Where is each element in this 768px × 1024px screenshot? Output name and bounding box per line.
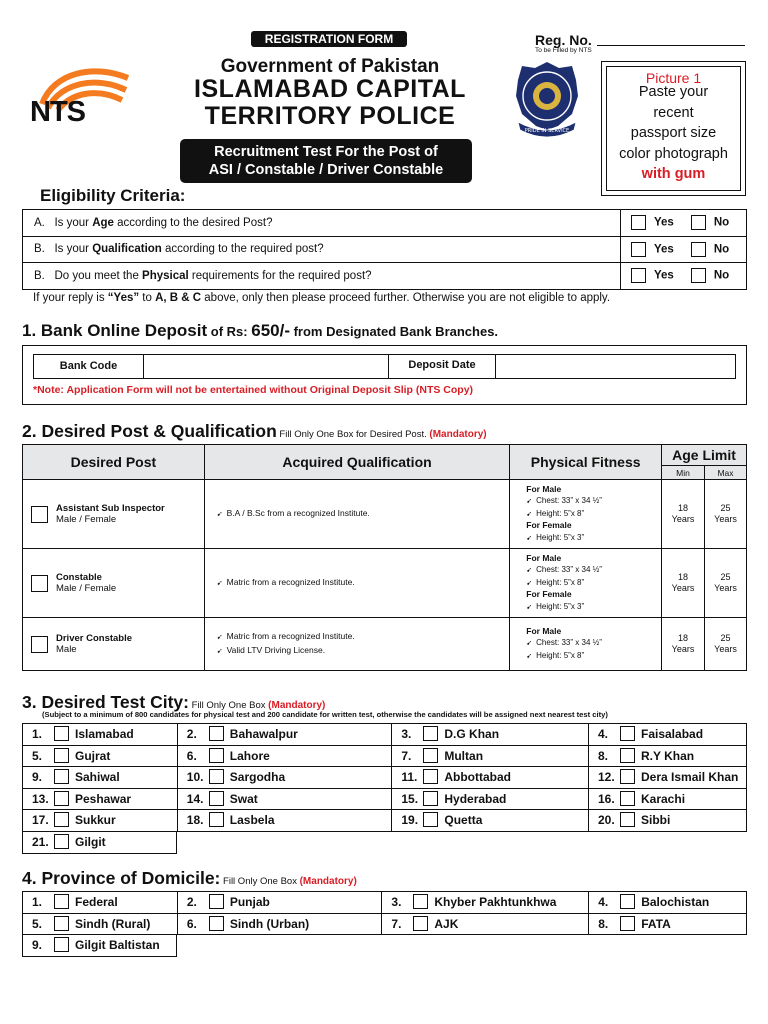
qualification-text: B.A / B.Sc from a recognized Institute.: [226, 508, 370, 518]
bullet-icon: ➹: [526, 567, 533, 575]
checkbox[interactable]: [423, 748, 438, 763]
bank-amount: 650/-: [251, 321, 290, 340]
eligibility-row: [23, 263, 747, 290]
checkbox[interactable]: [620, 791, 635, 806]
eligibility-row: [23, 210, 747, 237]
bullet-icon: ➹: [216, 580, 223, 587]
domicile-option[interactable]: [23, 935, 177, 957]
deposit-date-field[interactable]: [496, 355, 735, 378]
bank-title-d: from Designated Bank Branches.: [289, 324, 499, 339]
checkbox[interactable]: [54, 834, 69, 849]
bullet-icon: ➹: [526, 652, 533, 660]
bullet-icon: ➹: [526, 579, 533, 587]
header-min: Min: [662, 466, 705, 480]
posts-title-text: 2. Desired Post & Qualification: [22, 421, 277, 441]
option-number: 4.: [598, 895, 609, 910]
post-gender: Male: [56, 644, 77, 655]
constable-checkbox[interactable]: [31, 575, 48, 592]
fitness-male: For Male: [526, 483, 562, 494]
bank-note: *Note: Application Form will not be entertained without Original Deposit Slip (NTS Copy): [33, 384, 474, 396]
option-label: Gujrat: [75, 748, 111, 763]
city-option[interactable]: [392, 724, 589, 746]
age-unit: Years: [714, 514, 737, 524]
checkbox[interactable]: [413, 894, 428, 909]
header-desired-post: Desired Post: [23, 445, 205, 480]
checkbox[interactable]: [620, 812, 635, 827]
checkbox[interactable]: [54, 894, 69, 909]
age-min: 18: [678, 503, 689, 513]
domicile-option[interactable]: [589, 892, 747, 914]
city-option[interactable]: [23, 724, 178, 746]
row-text: Is your: [54, 216, 93, 229]
fitness-male-height: Height: 5”x 8”: [536, 577, 585, 587]
option-number: 10.: [186, 770, 204, 785]
option-label: Dera Ismail Khan: [641, 770, 739, 785]
option-number: 13.: [32, 791, 49, 806]
option-number: 21.: [32, 835, 49, 850]
row-text: according to the desired Post?: [113, 216, 273, 229]
fitness-male-height: Height: 5”x 8”: [536, 508, 585, 518]
domicile-mandatory: (Mandatory): [299, 876, 357, 887]
age-min: 18: [678, 633, 689, 643]
photo-line3: passport size: [630, 125, 717, 141]
option-number: 16.: [598, 791, 615, 806]
city-option[interactable]: [589, 788, 747, 810]
domicile-option[interactable]: [589, 913, 747, 935]
fitness-male: For Male: [526, 625, 562, 636]
option-label: Islamabad: [75, 727, 134, 742]
city-option[interactable]: [177, 724, 392, 746]
row-letter: A.: [34, 216, 45, 229]
option-number: 3.: [391, 895, 402, 910]
row-letter: B.: [34, 269, 45, 282]
reg-no-field[interactable]: [597, 45, 745, 46]
checkbox[interactable]: [209, 894, 224, 909]
bank-code-field[interactable]: [144, 355, 389, 378]
qualification-yes-checkbox[interactable]: [631, 242, 646, 257]
header-max: Max: [705, 466, 747, 480]
age-yes-checkbox[interactable]: [631, 215, 646, 230]
bank-title: [22, 321, 498, 341]
option-label: Multan: [444, 748, 484, 763]
checkbox[interactable]: [209, 812, 224, 827]
checkbox[interactable]: [209, 748, 224, 763]
posts-table: [22, 444, 747, 671]
domicile-title-text: 4. Province of Domicile:: [22, 868, 221, 888]
option-label: Bahawalpur: [229, 727, 298, 742]
age-max: 25: [720, 572, 731, 582]
city-option[interactable]: [177, 745, 392, 767]
qualification-text: Matric from a recognized Institute.: [226, 577, 355, 587]
physical-no-checkbox[interactable]: [691, 268, 706, 283]
qualification-no-checkbox[interactable]: [691, 242, 706, 257]
bullet-icon: ➹: [216, 648, 223, 655]
checkbox[interactable]: [620, 894, 635, 909]
city-option[interactable]: [589, 810, 747, 832]
checkbox[interactable]: [54, 726, 69, 741]
city-mandatory: (Mandatory): [268, 700, 326, 711]
row-letter: B.: [34, 243, 45, 256]
posts-mandatory: (Mandatory): [429, 429, 487, 440]
option-label: R.Y Khan: [641, 748, 695, 763]
checkbox[interactable]: [620, 916, 635, 931]
eligibility-title: Eligibility Criteria:: [40, 186, 186, 205]
bullet-icon: ➹: [216, 511, 223, 518]
photo-line5: with gum: [641, 166, 706, 182]
city-option[interactable]: [177, 767, 392, 789]
option-label: Faisalabad: [641, 727, 704, 742]
note-text: to: [139, 292, 156, 304]
bank-title-a: 1. Bank Online Deposit: [22, 321, 208, 340]
option-number: 15.: [401, 791, 419, 806]
bullet-icon: ➹: [216, 634, 223, 641]
domicile-title: [22, 868, 357, 889]
option-label: Lahore: [229, 748, 270, 763]
bullet-icon: ➹: [526, 510, 533, 518]
option-label: Sukkur: [75, 813, 116, 828]
checkbox[interactable]: [423, 769, 438, 784]
seal-motto: PRIDE IN SERVICE: [524, 128, 570, 134]
city-title-text: 3. Desired Test City:: [22, 692, 189, 712]
fitness-chest: Chest: 33” x 34 ½”: [536, 565, 602, 575]
option-number: 17.: [32, 813, 49, 828]
age-no-checkbox[interactable]: [691, 215, 706, 230]
no-label: No: [713, 269, 730, 282]
city-option[interactable]: [589, 724, 747, 746]
fitness-female-height: Height: 5”x 3”: [536, 601, 585, 611]
photo-line2: recent: [653, 104, 694, 121]
option-number: 5.: [32, 748, 43, 763]
option-number: 2.: [186, 727, 197, 742]
post-gender: Male / Female: [56, 514, 117, 525]
post-row: [23, 480, 747, 549]
checkbox[interactable]: [620, 769, 635, 784]
option-label: FATA: [641, 916, 671, 931]
yes-label: Yes: [654, 243, 674, 256]
option-number: 19.: [401, 813, 419, 828]
bank-code-label: Bank Code: [34, 355, 144, 378]
posts-subtitle: Fill Only One Box for Desired Post.: [276, 429, 430, 440]
option-number: 4.: [598, 727, 609, 742]
yes-label: Yes: [654, 269, 674, 282]
option-number: 11.: [401, 770, 418, 785]
option-number: 20.: [598, 813, 615, 828]
domicile-option[interactable]: [177, 892, 382, 914]
domicile-grid: [22, 891, 747, 935]
recruitment-line1: Recruitment Test For the Post of: [214, 144, 438, 160]
eligibility-table: [22, 209, 747, 290]
option-number: 8.: [598, 748, 609, 763]
recruitment-banner: [180, 139, 472, 183]
city-option[interactable]: [23, 788, 178, 810]
fitness-chest: Chest: 33” x 34 ½”: [536, 638, 602, 648]
option-number: 6.: [186, 748, 197, 763]
photo-box[interactable]: [606, 66, 741, 191]
checkbox[interactable]: [423, 791, 438, 806]
asi-checkbox[interactable]: [31, 506, 48, 523]
fitness-female: For Female: [526, 589, 572, 600]
photo-label: Picture 1: [645, 70, 702, 86]
checkbox[interactable]: [209, 916, 224, 931]
city-option[interactable]: [392, 745, 589, 767]
post-name: Assistant Sub Inspector: [56, 503, 165, 514]
domicile-grid-extra: [22, 934, 177, 957]
option-label: Federal: [75, 895, 118, 910]
police-title-line2: TERRITORY POLICE: [204, 102, 456, 130]
option-label: Gilgit Baltistan: [75, 938, 160, 953]
option-label: Khyber Pakhtunkhwa: [434, 895, 557, 910]
row-text: according to the required post?: [161, 243, 324, 256]
post-row: [23, 618, 747, 671]
option-label: D.G Khan: [444, 727, 500, 742]
option-number: 6.: [186, 916, 197, 931]
option-label: Peshawar: [75, 791, 132, 806]
city-option[interactable]: [392, 767, 589, 789]
checkbox[interactable]: [209, 769, 224, 784]
option-label: Lasbela: [229, 813, 275, 828]
city-option[interactable]: [589, 745, 747, 767]
domicile-option[interactable]: [177, 913, 382, 935]
recruitment-line2: ASI / Constable / Driver Constable: [208, 162, 444, 178]
city-option[interactable]: [392, 788, 589, 810]
option-label: Gilgit: [75, 835, 106, 850]
option-number: 8.: [598, 916, 609, 931]
reg-no-label: Reg. No.: [535, 32, 592, 48]
age-unit: Years: [671, 514, 695, 524]
city-note: (Subject to a minimum of 800 candidates for physical test and 200 candidate for written test, otherwise the candidates will be assigned next nearest test city): [42, 710, 608, 719]
fitness-chest: Chest: 33” x 34 ½”: [536, 496, 602, 506]
photo-line4: color photograph: [619, 145, 728, 162]
checkbox[interactable]: [54, 791, 69, 806]
option-number: 9.: [32, 938, 43, 953]
registration-form-badge: REGISTRATION FORM: [251, 31, 407, 47]
option-label: Sibbi: [641, 813, 671, 828]
checkbox[interactable]: [423, 812, 438, 827]
header-fitness: Physical Fitness: [510, 445, 662, 480]
checkbox[interactable]: [620, 726, 635, 741]
checkbox[interactable]: [413, 916, 428, 931]
posts-title: [22, 421, 487, 442]
option-label: Karachi: [641, 791, 686, 806]
option-number: 1.: [32, 895, 43, 910]
city-subtitle: Fill Only One Box: [188, 700, 269, 711]
domicile-option[interactable]: [23, 892, 178, 914]
bullet-icon: ➹: [526, 640, 533, 648]
domicile-option[interactable]: [382, 913, 589, 935]
option-number: 5.: [32, 916, 43, 931]
option-number: 9.: [32, 770, 43, 785]
city-option[interactable]: [23, 810, 178, 832]
government-title: Government of Pakistan: [220, 56, 440, 77]
fitness-male-height: Height: 5”x 8”: [536, 650, 585, 660]
eligibility-note: [33, 292, 610, 304]
checkbox[interactable]: [54, 812, 69, 827]
header-qualification: Acquired Qualification: [204, 445, 510, 480]
note-text: If your reply is: [33, 292, 108, 304]
option-label: Hyderabad: [444, 791, 507, 806]
qualification-text: Valid LTV Driving License.: [226, 645, 326, 655]
fitness-female: For Female: [526, 520, 572, 531]
city-grid: [22, 723, 747, 832]
checkbox[interactable]: [54, 748, 69, 763]
checkbox[interactable]: [54, 916, 69, 931]
city-option[interactable]: [23, 832, 177, 854]
row-bold: Age: [92, 216, 114, 229]
option-label: Sindh (Urban): [229, 916, 310, 931]
post-name: Constable: [56, 572, 102, 583]
note-text: above, only then please proceed further. Otherwise you are not eligible to apply.: [201, 292, 611, 304]
checkbox[interactable]: [54, 769, 69, 784]
option-label: AJK: [434, 916, 459, 931]
row-bold: Qualification: [92, 243, 162, 256]
checkbox[interactable]: [423, 726, 438, 741]
note-abc: A, B & C: [155, 292, 202, 304]
city-option[interactable]: [23, 767, 178, 789]
age-min: 18: [678, 572, 689, 582]
option-number: 2.: [186, 895, 197, 910]
domicile-option[interactable]: [382, 892, 589, 914]
bullet-icon: ➹: [526, 498, 533, 506]
bullet-icon: ➹: [526, 603, 533, 611]
checkbox[interactable]: [620, 748, 635, 763]
age-max: 25: [720, 633, 731, 643]
option-label: Sahiwal: [75, 770, 120, 785]
city-option[interactable]: [177, 788, 392, 810]
bank-title-b: of Rs: [207, 324, 244, 339]
note-yes: “Yes”: [107, 292, 140, 304]
police-title-line1: ISLAMABAD CAPITAL: [194, 75, 466, 103]
checkbox[interactable]: [209, 791, 224, 806]
row-text: Do you meet the: [54, 269, 143, 282]
option-label: Punjab: [229, 895, 270, 910]
police-title: [160, 76, 500, 130]
option-number: 12.: [598, 770, 615, 785]
option-number: 3.: [401, 727, 412, 742]
driver-constable-checkbox[interactable]: [31, 636, 48, 653]
option-label: Sindh (Rural): [75, 916, 151, 931]
checkbox[interactable]: [209, 726, 224, 741]
age-unit: Years: [671, 583, 695, 593]
option-number: 7.: [391, 916, 402, 931]
option-label: Balochistan: [641, 895, 710, 910]
post-name: Driver Constable: [56, 633, 133, 644]
city-option[interactable]: [589, 767, 747, 789]
city-option[interactable]: [23, 745, 178, 767]
age-unit: Years: [714, 583, 737, 593]
option-label: Quetta: [444, 813, 483, 828]
option-number: 7.: [401, 748, 412, 763]
domicile-subtitle: Fill Only One Box: [220, 876, 300, 887]
reg-no-note: To be Filled by NTS: [535, 47, 592, 54]
domicile-option[interactable]: [23, 913, 178, 935]
yes-label: Yes: [654, 216, 674, 229]
no-label: No: [713, 216, 730, 229]
option-label: Swat: [229, 791, 258, 806]
no-label: No: [713, 243, 730, 256]
fitness-female-height: Height: 5”x 3”: [536, 532, 585, 542]
age-unit: Years: [671, 644, 695, 654]
age-max: 25: [720, 503, 731, 513]
checkbox[interactable]: [54, 937, 69, 952]
bank-title-c: :: [243, 324, 252, 339]
eligibility-row: [23, 236, 747, 263]
row-text: Is your: [54, 243, 93, 256]
option-number: 18.: [186, 813, 204, 828]
header-age-limit: Age Limit: [662, 445, 747, 466]
physical-yes-checkbox[interactable]: [631, 268, 646, 283]
option-number: 1.: [32, 727, 43, 742]
bullet-icon: ➹: [526, 534, 533, 542]
row-bold: Physical: [142, 269, 189, 282]
bank-row: [33, 354, 736, 379]
city-grid-extra: [22, 831, 177, 854]
option-label: Sargodha: [229, 770, 286, 785]
photo-line1: Paste your: [638, 84, 709, 100]
row-text: requirements for the required post?: [188, 269, 372, 282]
option-label: Abbottabad: [444, 770, 512, 785]
police-seal-icon: [514, 60, 580, 138]
post-row: [23, 549, 747, 618]
qualification-text: Matric from a recognized Institute.: [226, 631, 355, 641]
nts-logo-text: NTS: [30, 96, 85, 128]
city-option[interactable]: [392, 810, 589, 832]
deposit-date-label: Deposit Date: [389, 355, 496, 378]
age-unit: Years: [714, 644, 737, 654]
city-option[interactable]: [177, 810, 392, 832]
option-number: 14.: [186, 791, 204, 806]
post-gender: Male / Female: [56, 583, 117, 594]
fitness-male: For Male: [526, 552, 562, 563]
